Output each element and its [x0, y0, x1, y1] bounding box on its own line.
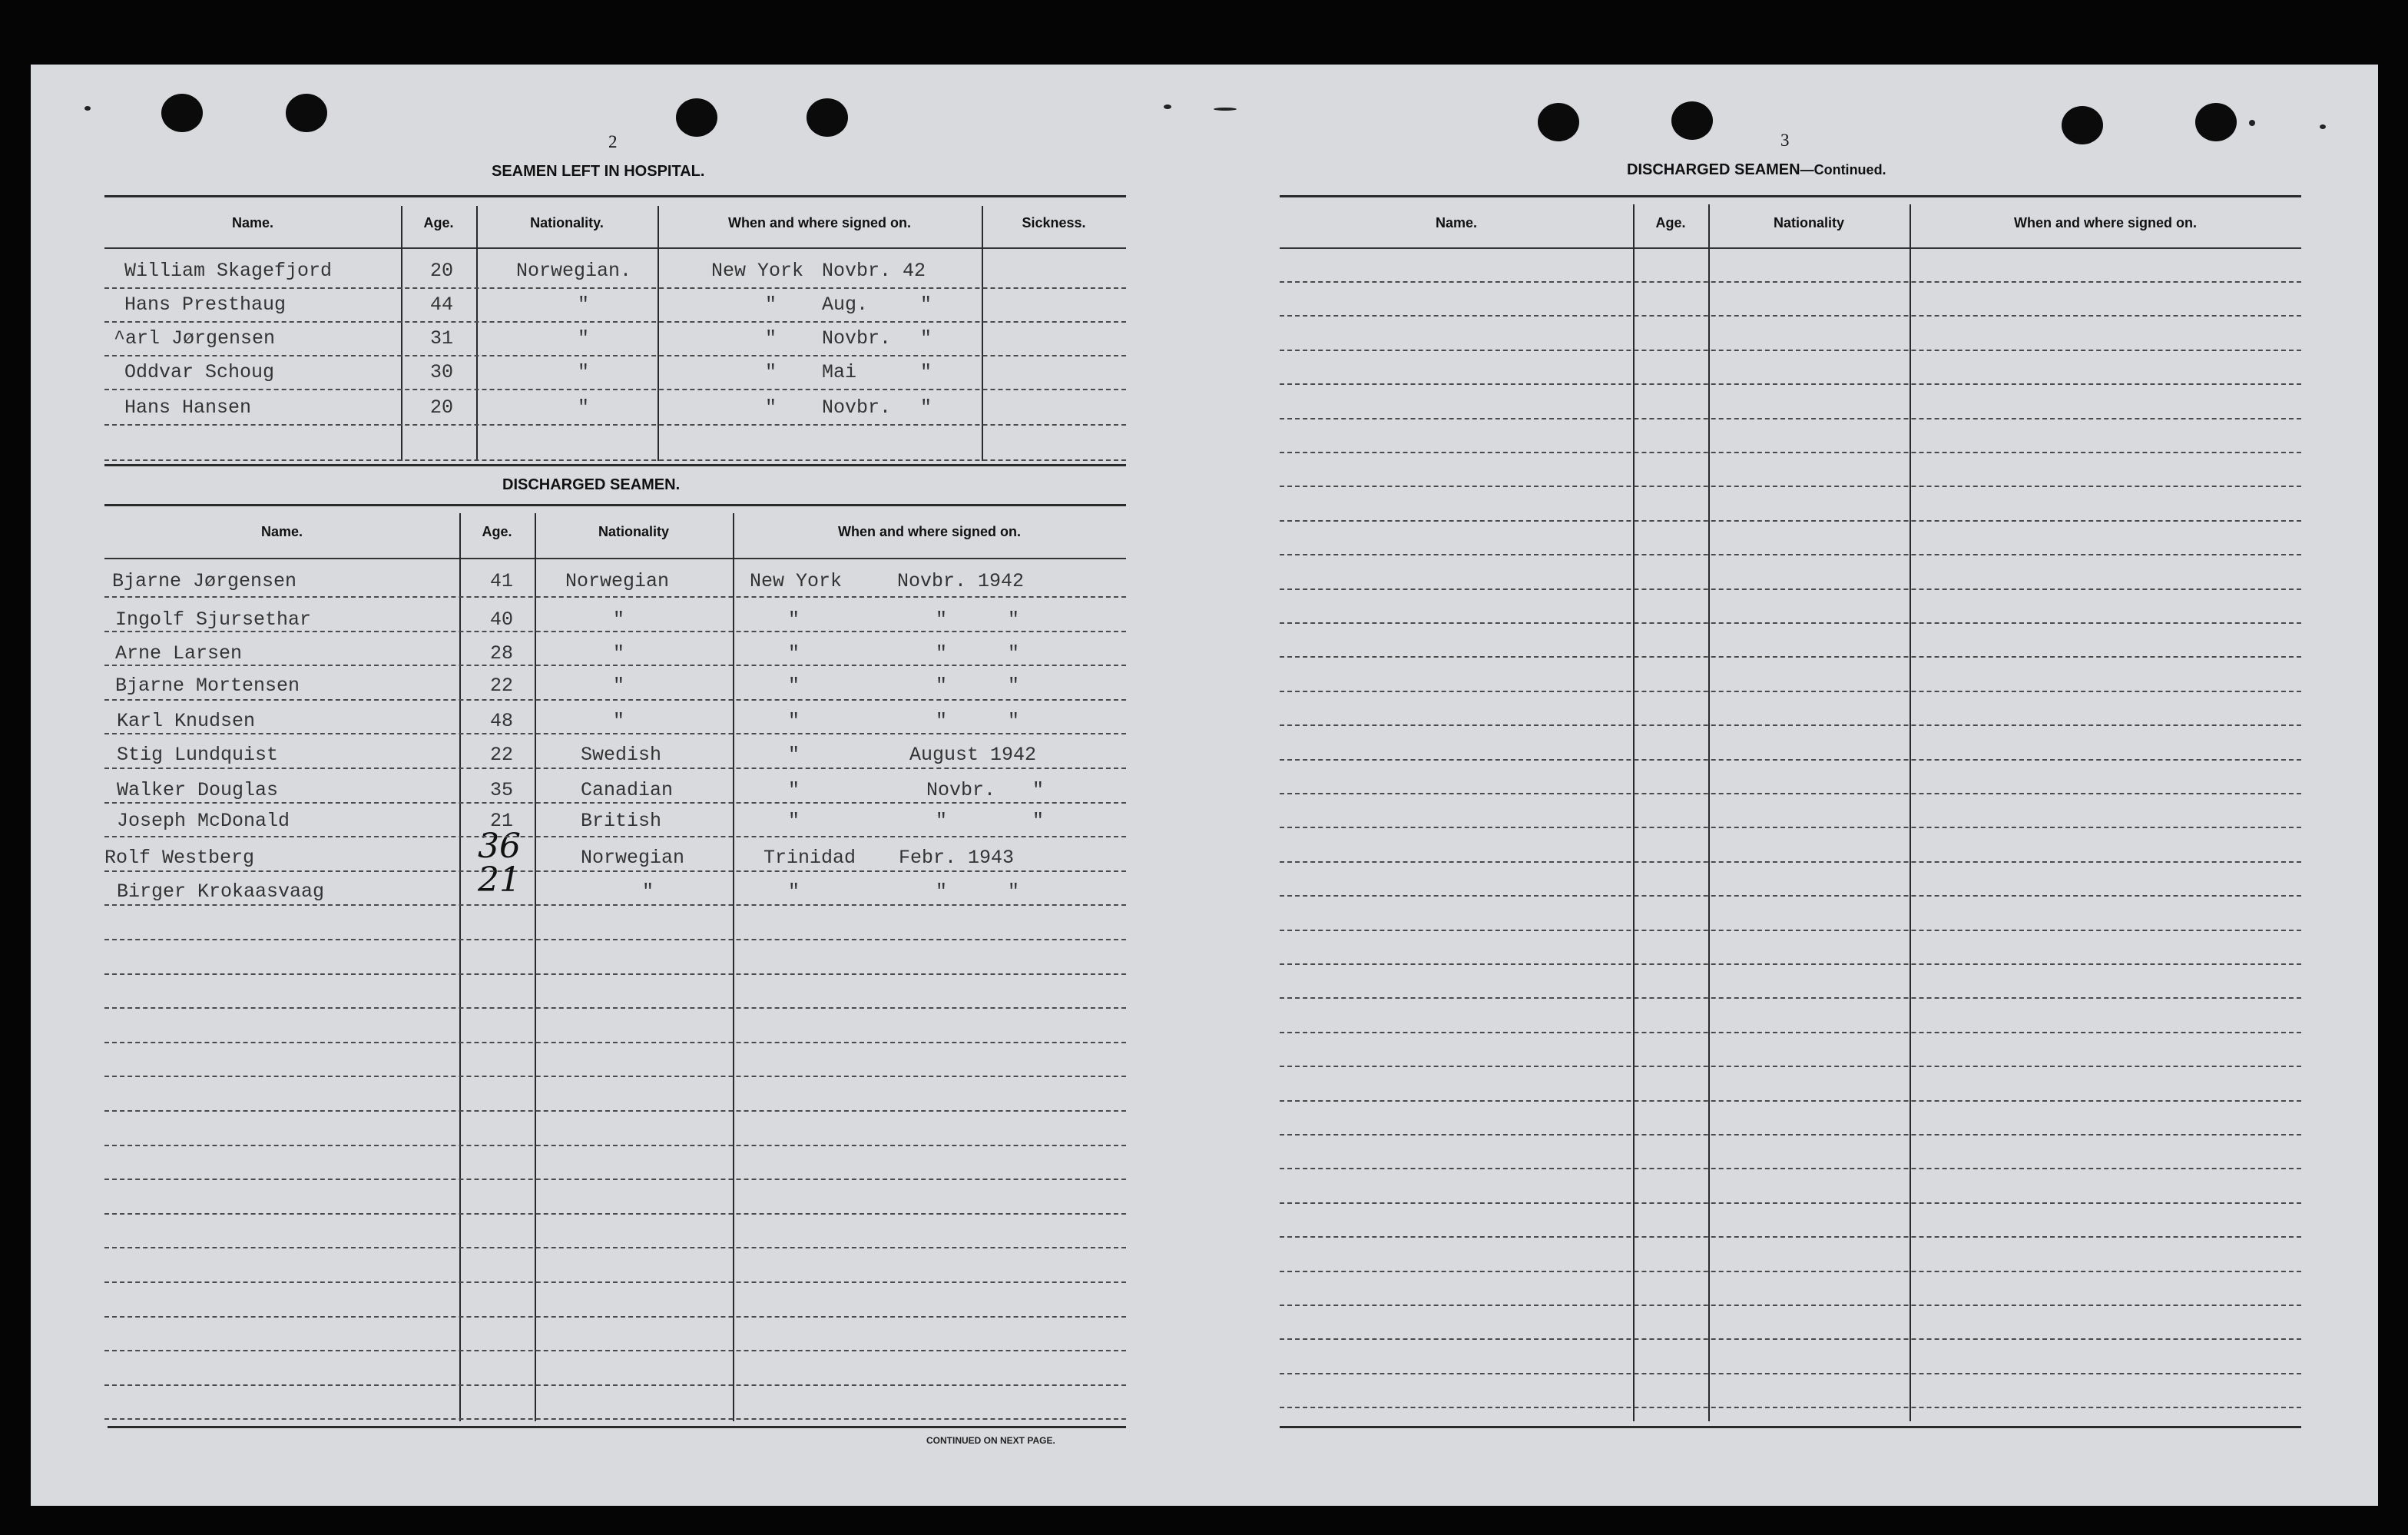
- entry-line: [1280, 281, 2301, 283]
- seaman-nationality: ": [642, 880, 654, 903]
- punch-hole: [807, 98, 848, 137]
- entry-line: [104, 459, 1126, 461]
- entry-line: [1280, 793, 2301, 794]
- discharged-bottom-rule: [108, 1426, 1126, 1428]
- entry-line: [104, 1110, 1126, 1112]
- seaman-nationality: ": [613, 675, 625, 697]
- hospital-bottom-rule: [104, 464, 1126, 466]
- speck: [1164, 104, 1171, 109]
- signed-on-date: Novbr.: [822, 327, 892, 350]
- seaman-age: 44: [430, 293, 454, 316]
- seaman-name: Bjarne Jørgensen: [112, 570, 297, 592]
- entry-line: [104, 1418, 1126, 1420]
- signed-on-place: Trinidad: [763, 847, 856, 869]
- signed-on-date: ": [936, 810, 948, 832]
- entry-line: [104, 768, 1126, 769]
- continued-header-nationality: Nationality: [1773, 215, 1844, 230]
- seaman-name: Walker Douglas: [117, 779, 279, 801]
- seaman-age: 30: [430, 361, 454, 383]
- entry-line: [1280, 1271, 2301, 1272]
- signed-on-date: Novbr. 42: [822, 260, 926, 282]
- continued-header-signed-on: When and where signed on.: [2013, 215, 2198, 230]
- entry-line: [104, 1350, 1126, 1351]
- discharged-header-age: Age.: [482, 524, 512, 539]
- discharged-divider: [733, 513, 734, 1421]
- entry-line: [1280, 554, 2301, 555]
- signed-on-date: ": [936, 608, 948, 631]
- signed-on-place: ": [788, 710, 800, 732]
- entry-line: [104, 1145, 1126, 1146]
- signed-on-date: August 1942: [909, 744, 1037, 766]
- seaman-age: 22: [490, 744, 514, 766]
- entry-line: [104, 1281, 1126, 1283]
- entry-line: [104, 1007, 1126, 1009]
- seaman-age: 28: [490, 642, 514, 665]
- hospital-header-nationality: Nationality.: [530, 215, 604, 230]
- entry-line: [104, 287, 1126, 289]
- entry-line: [104, 1179, 1126, 1180]
- entry-line: [104, 1247, 1126, 1248]
- seaman-nationality: ": [578, 293, 590, 316]
- signed-on-ditto: ": [920, 327, 932, 350]
- seaman-nationality: Canadian: [581, 779, 674, 801]
- seaman-age: 41: [490, 570, 514, 592]
- hospital-top-rule: [104, 195, 1126, 197]
- entry-line: [104, 1316, 1126, 1318]
- signed-on-date: ": [936, 675, 948, 697]
- signed-on-date: Novbr. 1942: [897, 570, 1025, 592]
- entry-line: [104, 321, 1126, 323]
- hospital-header-rule: [104, 247, 1126, 249]
- seaman-age: 20: [430, 396, 454, 419]
- page-number-right: 3: [1780, 131, 1790, 150]
- discharged-header-name: Name.: [260, 524, 303, 539]
- entry-line: [1280, 1134, 2301, 1136]
- seaman-name: Bjarne Mortensen: [115, 675, 300, 697]
- seaman-nationality: ": [613, 642, 625, 665]
- signed-on-date: Novbr.: [926, 779, 996, 801]
- entry-line: [1280, 1236, 2301, 1238]
- continued-divider: [1708, 204, 1710, 1421]
- discharged-header-nationality: Nationality: [598, 524, 669, 539]
- entry-line: [104, 973, 1126, 975]
- signed-on-date: ": [936, 710, 948, 732]
- entry-line: [1280, 1373, 2301, 1374]
- seaman-age: 21: [490, 810, 514, 832]
- entry-line: [104, 1042, 1126, 1043]
- signed-on-ditto: ": [1008, 675, 1020, 697]
- entry-line: [1280, 724, 2301, 726]
- hospital-header-sickness: Sickness.: [1022, 215, 1086, 230]
- hospital-header-name: Name.: [231, 215, 274, 230]
- entry-line: [1280, 486, 2301, 487]
- signed-on-date: Novbr.: [822, 396, 892, 419]
- entry-line: [1280, 1305, 2301, 1306]
- seaman-nationality: Swedish: [581, 744, 662, 766]
- seaman-name: ^arl Jørgensen: [114, 327, 276, 350]
- seaman-name: Stig Lundquist: [117, 744, 279, 766]
- entry-line: [1280, 1066, 2301, 1067]
- signed-on-date: Mai: [822, 361, 857, 383]
- continued-top-rule: [1280, 195, 2301, 197]
- entry-line: [1280, 588, 2301, 590]
- seaman-nationality: ": [613, 710, 625, 732]
- speck: [1214, 108, 1237, 111]
- entry-line: [104, 1076, 1126, 1077]
- continued-divider: [1910, 204, 1911, 1421]
- entry-line: [1280, 452, 2301, 453]
- signed-on-place: ": [788, 779, 800, 801]
- entry-line: [1280, 1168, 2301, 1169]
- signed-on-date: ": [936, 642, 948, 665]
- seaman-nationality: ": [613, 608, 625, 631]
- entry-line: [1280, 1202, 2301, 1204]
- continued-bottom-rule: [1280, 1426, 2301, 1428]
- entry-line: [1280, 520, 2301, 522]
- signed-on-ditto: ": [1032, 779, 1045, 801]
- seaman-nationality: Norwegian: [565, 570, 670, 592]
- seaman-nationality: Norwegian.: [516, 260, 632, 282]
- entry-line: [1280, 997, 2301, 999]
- seaman-age-handwritten: 21: [478, 860, 521, 900]
- entry-line: [104, 1213, 1126, 1215]
- entry-line: [1280, 1100, 2301, 1102]
- signed-on-ditto: ": [1008, 608, 1020, 631]
- entry-line: [104, 870, 1126, 872]
- seaman-nationality: ": [578, 327, 590, 350]
- signed-on-date: Febr. 1943: [899, 847, 1015, 869]
- signed-on-ditto: ": [1008, 642, 1020, 665]
- seaman-name: Ingolf Sjursethar: [115, 608, 312, 631]
- signed-on-place: ": [765, 396, 777, 419]
- entry-line: [1280, 895, 2301, 897]
- signed-on-ditto: ": [1008, 710, 1020, 732]
- continued-divider: [1633, 204, 1635, 1421]
- signed-on-place: ": [788, 744, 800, 766]
- signed-on-ditto: ": [920, 293, 932, 316]
- continued-note: CONTINUED ON NEXT PAGE.: [926, 1435, 1055, 1446]
- signed-on-place: ": [765, 327, 777, 350]
- entry-line: [1280, 315, 2301, 317]
- seaman-age-handwritten: 36: [478, 827, 521, 866]
- seaman-age: 22: [490, 675, 514, 697]
- speck: [2249, 120, 2255, 126]
- entry-line: [104, 424, 1126, 426]
- signed-on-date: ": [936, 880, 948, 903]
- signed-on-place: ": [788, 880, 800, 903]
- seaman-name: Joseph McDonald: [117, 810, 290, 832]
- seaman-name: Hans Hansen: [124, 396, 252, 419]
- entry-line: [104, 733, 1126, 734]
- continued-title-main: DISCHARGED SEAMEN: [1627, 161, 1800, 178]
- seaman-nationality: Norwegian: [581, 847, 685, 869]
- signed-on-place: New York: [750, 570, 843, 592]
- signed-on-ditto: ": [920, 396, 932, 419]
- signed-on-place: ": [765, 293, 777, 316]
- signed-on-place: New York: [711, 260, 804, 282]
- seaman-name: Arne Larsen: [115, 642, 243, 665]
- page-number-left: 2: [608, 132, 618, 151]
- entry-line: [1280, 861, 2301, 863]
- speck: [2320, 124, 2326, 129]
- hospital-divider: [982, 206, 983, 461]
- continued-section-title: [1627, 161, 1886, 179]
- discharged-header-rule: [104, 558, 1126, 559]
- entry-line: [1280, 759, 2301, 761]
- hospital-header-age: Age.: [423, 215, 454, 230]
- entry-line: [1280, 622, 2301, 624]
- signed-on-place: ": [788, 810, 800, 832]
- seaman-age: 20: [430, 260, 454, 282]
- continued-header-name: Name.: [1435, 215, 1478, 230]
- seaman-nationality: British: [581, 810, 662, 832]
- punch-hole: [286, 94, 327, 132]
- entry-line: [1280, 930, 2301, 931]
- entry-line: [1280, 418, 2301, 419]
- entry-line: [1280, 963, 2301, 965]
- entry-line: [1280, 656, 2301, 658]
- punch-hole: [161, 94, 203, 132]
- continued-title-suffix: —Continued.: [1800, 162, 1886, 177]
- signed-on-ditto: ": [1008, 880, 1020, 903]
- entry-line: [104, 631, 1126, 632]
- seaman-age: 31: [430, 327, 454, 350]
- entry-line: [104, 1384, 1126, 1386]
- seaman-name: Oddvar Schoug: [124, 361, 275, 383]
- discharged-divider: [535, 513, 536, 1421]
- entry-line: [1280, 827, 2301, 828]
- punch-hole: [2062, 106, 2103, 144]
- signed-on-place: ": [788, 675, 800, 697]
- discharged-section-title: DISCHARGED SEAMEN.: [502, 476, 681, 493]
- entry-line: [104, 836, 1126, 837]
- hospital-divider: [401, 206, 402, 461]
- seaman-name: Birger Krokaasvaag: [117, 880, 325, 903]
- punch-hole: [1671, 101, 1713, 140]
- signed-on-place: ": [788, 608, 800, 631]
- continued-header-age: Age.: [1655, 215, 1686, 230]
- hospital-divider: [657, 206, 659, 461]
- seaman-name: William Skagefjord: [124, 260, 333, 282]
- seaman-name: Hans Presthaug: [124, 293, 287, 316]
- discharged-top-rule: [104, 504, 1126, 506]
- entry-line: [1280, 1338, 2301, 1340]
- seaman-age: 48: [490, 710, 514, 732]
- entry-line: [104, 699, 1126, 701]
- punch-hole: [1538, 103, 1579, 141]
- entry-line: [104, 355, 1126, 356]
- seaman-nationality: ": [578, 396, 590, 419]
- entry-line: [1280, 383, 2301, 385]
- hospital-header-signed-on: When and where signed on.: [727, 215, 912, 230]
- entry-line: [104, 939, 1126, 940]
- seaman-age: 40: [490, 608, 514, 631]
- hospital-section-title: SEAMEN LEFT IN HOSPITAL.: [492, 163, 705, 180]
- signed-on-ditto: ": [1032, 810, 1045, 832]
- entry-line: [104, 389, 1126, 390]
- continued-header-rule: [1280, 247, 2301, 249]
- entry-line: [1280, 1407, 2301, 1408]
- speck: [84, 106, 91, 111]
- signed-on-ditto: ": [920, 361, 932, 383]
- hospital-divider: [476, 206, 478, 461]
- seaman-name: Rolf Westberg: [104, 847, 255, 869]
- entry-line: [104, 596, 1126, 598]
- signed-on-place: ": [788, 642, 800, 665]
- discharged-divider: [459, 513, 461, 1421]
- entry-line: [1280, 691, 2301, 692]
- entry-line: [1280, 350, 2301, 351]
- entry-line: [1280, 1032, 2301, 1033]
- entry-line: [104, 665, 1126, 666]
- signed-on-date: Aug.: [822, 293, 869, 316]
- entry-line: [104, 904, 1126, 906]
- discharged-header-signed-on: When and where signed on.: [837, 524, 1022, 539]
- seaman-age: 35: [490, 779, 514, 801]
- punch-hole: [676, 98, 717, 137]
- entry-line: [104, 802, 1126, 804]
- signed-on-place: ": [765, 361, 777, 383]
- seaman-nationality: ": [578, 361, 590, 383]
- punch-hole: [2195, 103, 2237, 141]
- seaman-name: Karl Knudsen: [117, 710, 256, 732]
